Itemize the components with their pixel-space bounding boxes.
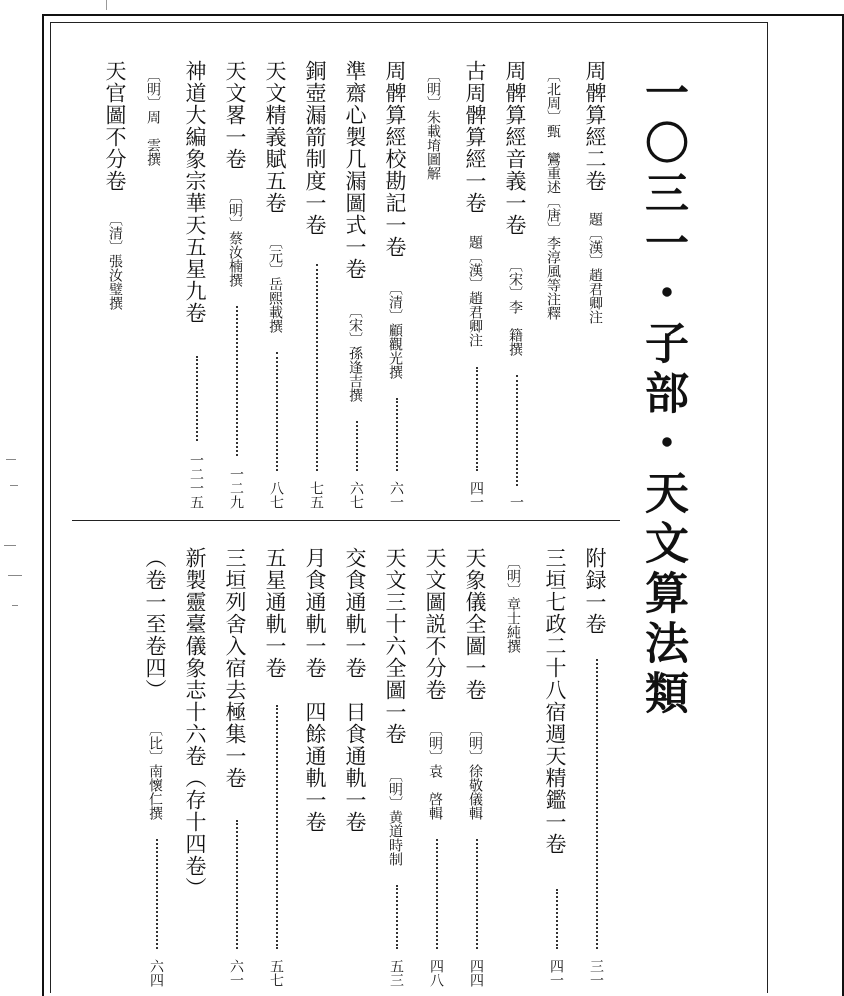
- entry-page-number: 六一: [228, 959, 244, 987]
- toc-entry: [176, 547, 216, 987]
- entry-title: 月食通軌一卷 四餘通軌一卷: [303, 547, 327, 833]
- entry-title: 天官圖不分卷: [103, 60, 127, 192]
- entry-page-number: 六一: [388, 481, 404, 509]
- toc-entry: [96, 60, 136, 515]
- toc-entry: [296, 60, 336, 515]
- toc-entry: [216, 547, 256, 987]
- leader-dots: [476, 839, 478, 949]
- entry-title: 天文精義賦五卷: [263, 60, 287, 214]
- toc-entry: [576, 547, 616, 987]
- page-heading: 一〇三一・子部・天文算法類: [637, 70, 688, 720]
- entry-author: 〔明〕袁 啓輯: [427, 722, 443, 820]
- leader-dots: [156, 839, 158, 949]
- leader-dots: [276, 705, 278, 949]
- entry-title: 附録一卷: [583, 547, 607, 635]
- entry-author: 〔元〕岳熙載撰: [267, 235, 283, 333]
- entry-title: 周髀算經音義一卷: [503, 60, 527, 236]
- toc-entry: [496, 60, 536, 515]
- entry-title: 交食通軌一卷 日食通軌一卷: [343, 547, 367, 833]
- scan-edge-marks: [2, 455, 30, 655]
- toc-entry: [376, 547, 416, 987]
- entry-author-line: 〔明〕朱載堉圖解: [425, 68, 441, 180]
- entry-author: 題〔漢〕趙君卿注: [467, 235, 483, 347]
- entry-title: 天文畧一卷: [223, 60, 247, 170]
- leader-dots: [236, 306, 238, 456]
- entry-page-number: 五七: [268, 959, 284, 987]
- leader-dots: [476, 367, 478, 471]
- toc-entry: [296, 547, 336, 987]
- entry-page-number: 六七: [348, 481, 364, 509]
- entry-author-line: 〔北周〕甄 鸞重述〔唐〕李淳風等注釋: [545, 68, 561, 320]
- entry-title: 天文三十六全圖一卷: [383, 547, 407, 745]
- leader-dots: [596, 659, 598, 949]
- toc-entry: [216, 60, 256, 515]
- entry-title: 周髀算經校勘記一卷: [383, 60, 407, 258]
- entry-author: 〔比〕南懷仁撰: [147, 722, 163, 820]
- entry-author: 〔明〕黄道時制: [387, 768, 403, 866]
- toc-entry: [336, 547, 376, 987]
- entry-author: 〔清〕張汝璧撰: [107, 212, 123, 310]
- leader-dots: [436, 839, 438, 949]
- entry-page-number: 四八: [428, 959, 444, 987]
- leader-dots: [236, 820, 238, 949]
- entry-page-number: 八七: [268, 481, 284, 509]
- leader-dots: [196, 356, 198, 441]
- entry-page-number: 五三: [388, 959, 404, 987]
- leader-dots: [556, 889, 558, 949]
- entry-author: 〔清〕顧觀光撰: [387, 281, 403, 379]
- entry-page-number: 四一: [468, 481, 484, 509]
- toc-entry: [456, 60, 496, 515]
- entry-author: 〔明〕蔡汝楠撰: [227, 189, 243, 287]
- toc-entry: [456, 547, 496, 987]
- entry-author-line: 〔明〕周 雲撰: [145, 68, 161, 166]
- toc-entry: [256, 547, 296, 987]
- entry-title: 新製靈臺儀象志十六卷（存十四卷）: [183, 547, 207, 899]
- entry-author: 〔宋〕李 籍撰: [507, 258, 523, 356]
- section-divider: [72, 520, 620, 521]
- leader-dots: [396, 885, 398, 949]
- toc-entry: [416, 547, 456, 987]
- leader-dots: [516, 375, 518, 486]
- entry-author: 〔宋〕孫逢吉撰: [347, 304, 363, 402]
- toc-entry: [336, 60, 376, 515]
- entry-author: 題〔漢〕趙君卿注: [587, 212, 603, 324]
- toc-entry: [536, 547, 576, 987]
- entry-author-line: 〔明〕章士純撰: [505, 555, 521, 653]
- entry-title: 五星通軌一卷: [263, 547, 287, 679]
- entry-page-number: 一: [508, 495, 524, 509]
- leader-dots: [396, 398, 398, 471]
- entry-title: 天文圖説不分卷: [423, 547, 447, 701]
- entry-title: （卷一至卷四）: [143, 547, 167, 701]
- entry-author: 〔明〕徐敬儀輯: [467, 722, 483, 820]
- toc-entry: [576, 60, 616, 515]
- toc-entry: [376, 60, 416, 515]
- toc-entry: [176, 60, 216, 515]
- entry-page-number: 四一: [548, 959, 564, 987]
- entry-title: 天象儀全圖一卷: [463, 547, 487, 701]
- toc-entry: [256, 60, 296, 515]
- leader-dots: [356, 421, 358, 471]
- entry-page-number: 四四: [468, 959, 484, 987]
- entry-title: 銅壺漏箭制度一卷: [303, 60, 327, 236]
- entry-page-number: 一二九: [228, 467, 244, 509]
- leader-dots: [276, 352, 278, 471]
- entry-title: 周髀算經二卷: [583, 60, 607, 192]
- scan-mark: [106, 0, 107, 10]
- entry-title: 神道大編象宗華天五星九卷: [183, 60, 207, 324]
- entry-page-number: 六四: [148, 959, 164, 987]
- entry-title: 準齋心製几漏圖式一卷: [343, 60, 367, 280]
- entry-title: 古周髀算經一卷: [463, 60, 487, 214]
- entry-page-number: 三一: [588, 959, 604, 987]
- entry-page-number: 七五: [308, 481, 324, 509]
- entry-title: 三垣列舍入宿去極集一卷: [223, 547, 247, 789]
- toc-entry: [136, 547, 176, 987]
- leader-dots: [316, 264, 318, 471]
- entry-page-number: 一二一五: [188, 453, 204, 509]
- entry-title: 三垣七政二十八宿週天精鑑一卷: [543, 547, 567, 855]
